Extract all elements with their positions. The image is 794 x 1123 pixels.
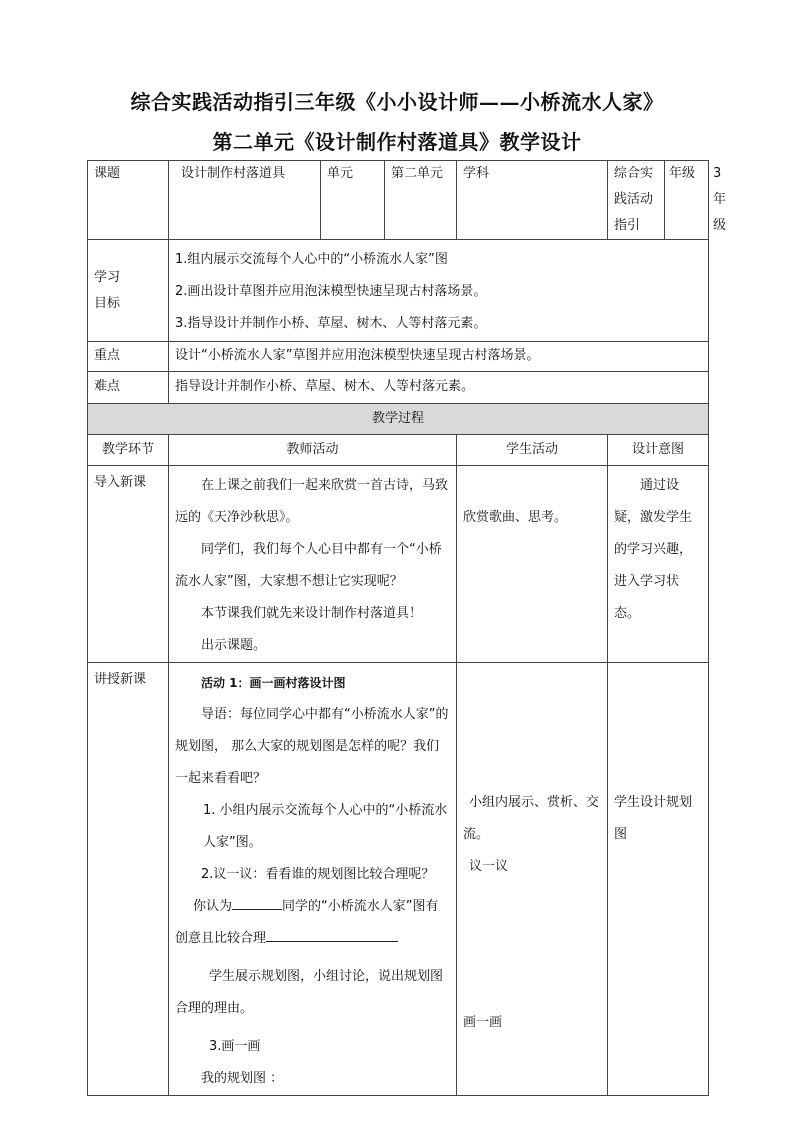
question-middle: 同学的“小桥流水人家”图有创意且比较合理 (175, 899, 439, 946)
subject-label: 学科 (457, 161, 608, 240)
intro-stage: 导入新课 (88, 466, 169, 663)
intro-intent (608, 466, 709, 663)
unit-label: 单元 (321, 161, 385, 240)
goals-content (169, 240, 709, 342)
teacher-text: 出示课题。 (201, 638, 267, 653)
step-2: 2.议一议：看看谁的规划图比较合理呢？ (201, 867, 435, 882)
grade-label: 年级 (665, 161, 709, 240)
unit-value: 第二单元 (385, 161, 457, 240)
intro-row (88, 466, 709, 663)
document-subtitle: 第二单元《设计制作村落道具》教学设计 (212, 130, 582, 154)
difficulty-label: 难点 (88, 372, 169, 404)
goal-item: 3.指导设计并制作小桥、草屋、树木、人等村落元素。 (175, 316, 487, 331)
goals-row (88, 240, 709, 342)
intro-teacher (169, 466, 457, 663)
student-text: 欣赏歌曲、思考。 (463, 510, 568, 525)
process-header: 教学过程 (88, 404, 709, 435)
intro-student (457, 466, 608, 663)
intent-text: 学生设计规划图 (614, 795, 693, 842)
question-prefix: 你认为 (193, 899, 233, 914)
process-header-row (88, 404, 709, 435)
key-point-label: 重点 (88, 342, 169, 372)
guide-text: 导语：每位同学心中都有“小桥流水人家”的规划图， 那么大家的规划图是怎样的呢？我们一起来看看吧？ (175, 707, 449, 786)
lesson-plan-table (87, 160, 727, 1096)
key-point-row (88, 342, 709, 372)
fill-blank-reason (266, 927, 398, 942)
teacher-text: 本节课我们就先来设计制作村落道具！ (201, 606, 423, 621)
col-header-student: 学生活动 (457, 435, 608, 466)
col-header-teacher: 教师活动 (169, 435, 457, 466)
new-lesson-student (457, 663, 608, 1096)
topic-label: 课题 (88, 161, 169, 240)
subject-value: 综合实践活动指引 (608, 161, 665, 240)
student-text: 画一画 (463, 1015, 503, 1030)
goals-label (88, 240, 169, 342)
fill-blank-name (232, 895, 282, 910)
new-lesson-stage: 讲授新课 (88, 663, 169, 1096)
difficulty-value: 指导设计并制作小桥、草屋、树木、人等村落元素。 (169, 372, 709, 404)
show-text: 学生展示规划图，小组讨论，说出规划图合理的理由。 (175, 969, 444, 1016)
col-header-intent: 设计意图 (608, 435, 709, 466)
teacher-text: 在上课之前我们一起来欣赏一首古诗，马致远的《天净沙秋思》。 (175, 478, 449, 525)
new-lesson-intent (608, 663, 709, 1096)
intent-text: 通过设疑，激发学生的学习兴趣，进入学习状态。 (614, 478, 693, 621)
difficulty-row (88, 372, 709, 404)
step-1: 1. 小组内展示交流每个人心中的“小桥流水人家”图。 (203, 803, 448, 850)
goal-item: 2.画出设计草图并应用泡沫模型快速呈现古村落场景。 (175, 284, 487, 299)
new-lesson-teacher (169, 663, 457, 1096)
column-header-row (88, 435, 709, 466)
new-lesson-row (88, 663, 709, 1096)
step-3: 3.画一画 (209, 1039, 261, 1054)
goal-item: 1.组内展示交流每个人心中的“小桥流水人家”图 (175, 252, 448, 267)
info-row: 课题 设计制作村落道具 单元 第二单元 学科 综合实践活动指引 年级 3年级 (88, 161, 709, 240)
student-text: 议一议 (469, 859, 509, 874)
activity-title: 活动 1：画一画村落设计图 (201, 676, 346, 690)
topic-value: 设计制作村落道具 (169, 161, 321, 240)
question-line (175, 891, 450, 955)
key-point-value: 设计“小桥流水人家”草图并应用泡沫模型快速呈现古村落场景。 (169, 342, 709, 372)
col-header-stage: 教学环节 (88, 435, 169, 466)
goals-label-text: 学习目标 (94, 269, 121, 311)
document-title: 综合实践活动指引三年级《小小设计师——小桥流水人家》 (130, 90, 664, 114)
teacher-text: 同学们，我们每个人心目中都有一个“小桥流水人家”图，大家想不想让它实现呢？ (175, 542, 442, 589)
student-text: 小组内展示、赏析、交流。 (463, 795, 600, 842)
my-plan: 我的规划图 ： (201, 1071, 284, 1086)
